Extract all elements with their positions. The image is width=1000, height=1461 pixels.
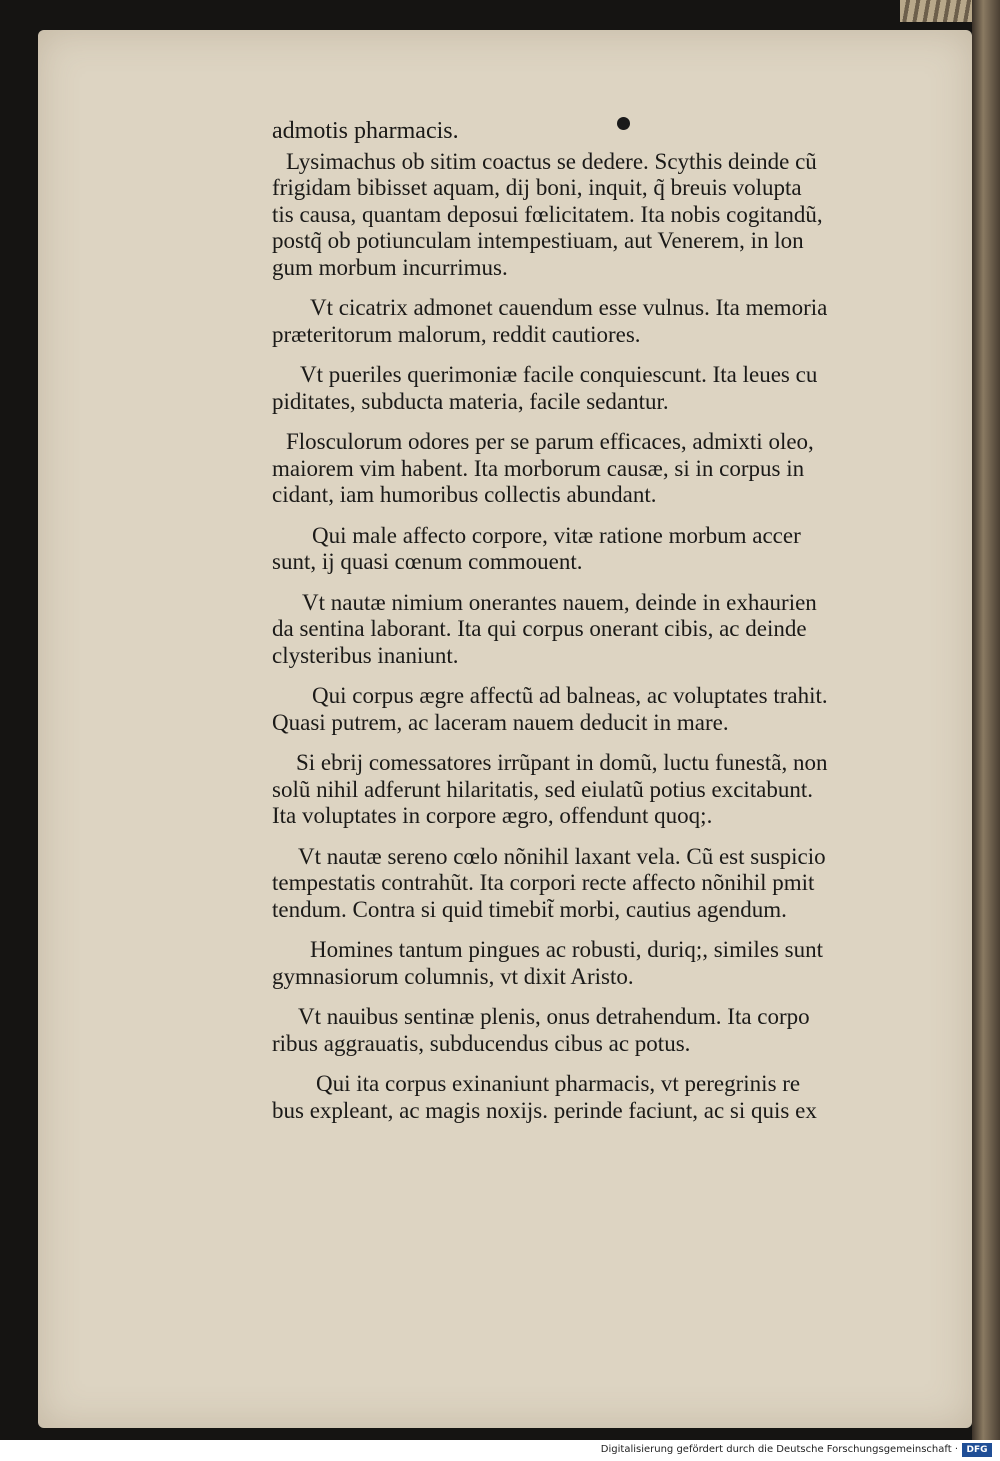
text-line: bus expleant, ac magis noxijs. perinde faciunt, ac si quis ex <box>272 1097 817 1123</box>
text-line: Homines tantum pingues ac robusti, duriq;, similes sunt <box>310 937 823 962</box>
dfg-logo-icon: DFG <box>962 1443 992 1457</box>
text-line: Qui corpus ægre affectũ ad balneas, ac voluptates trahit. <box>312 683 828 708</box>
paragraph <box>272 844 932 924</box>
page-text <box>272 118 932 1138</box>
text-line: Vt pueriles querimoniæ facile conquiescunt. Ita leues cu <box>300 362 818 387</box>
paragraph <box>272 683 932 736</box>
footer-bar <box>0 1440 1000 1461</box>
text-line: Lysimachus ob sitim coactus se dedere. Scythis deinde cũ <box>286 148 817 174</box>
text-line: Qui male affecto corpore, vitæ ratione morbum accer <box>312 522 801 548</box>
paragraph <box>272 1071 932 1124</box>
text-line: Si ebrij comessatores irrũpant in domũ, luctu funestã, non <box>296 750 828 775</box>
paragraph <box>272 1004 932 1057</box>
page-edge <box>972 0 1000 1440</box>
text-line: Quasi putrem, ac laceram nauem deducit in mare. <box>272 709 729 735</box>
text-line: gum morbum incurrimus. <box>272 254 508 280</box>
text-line: clysteribus inaniunt. <box>272 642 459 668</box>
paragraph <box>272 937 932 990</box>
funding-credit: Digitalisierung gefördert durch die Deutsche Forschungsgemeinschaft · <box>600 1444 958 1455</box>
text-line: frigidam bibisset aquam, dij boni, inquit, q̃ breuis volupta <box>272 175 802 200</box>
text-line: da sentina laborant. Ita qui corpus onerant cibis, ac deinde <box>272 616 807 641</box>
text-line: Flosculorum odores per se parum efficaces, admixti oleo, <box>286 429 814 454</box>
text-line: postq̃ ob potiunculam intempestiuam, aut Venerem, in lon <box>272 228 804 253</box>
text-line: Qui ita corpus exinaniunt pharmacis, vt peregrinis re <box>316 1071 801 1096</box>
text-line: piditates, subducta materia, facile sedantur. <box>272 388 669 414</box>
text-line: Vt nautæ nimium onerantes nauem, deinde in exhaurien <box>302 589 817 615</box>
text-line: Vt cicatrix admonet cauendum esse vulnus. Ita memoria <box>310 295 828 320</box>
text-line: gymnasiorum columnis, vt dixit Aristo. <box>272 963 634 989</box>
text-line: Vt nauibus sentinæ plenis, onus detrahendum. Ita corpo <box>298 1004 810 1029</box>
paragraph <box>272 362 932 415</box>
paragraph <box>272 429 932 509</box>
text-line: tendum. Contra si quid timebit̃ morbi, cautius agendum. <box>272 896 787 922</box>
text-line: Vt nautæ sereno cœlo nõnihil laxant vela. Cũ est suspicio <box>298 843 826 869</box>
text-line: solũ nihil adferunt hilaritatis, sed eiulatũ potius excitabunt. <box>272 776 814 802</box>
text-line: tis causa, quantam deposui fœlicitatem. Ita nobis cogitandũ, <box>272 201 823 227</box>
paragraph <box>272 295 932 348</box>
paragraph-list <box>272 149 932 1125</box>
paragraph <box>272 750 932 830</box>
text-line: maiorem vim habent. Ita morborum causæ, si in corpus in <box>272 455 805 481</box>
text-line: præteritorum malorum, reddit cautiores. <box>272 321 641 347</box>
text-line: tempestatis contrahũt. Ita corpori recte affecto nõnihil pmit <box>272 870 815 895</box>
text-line: ribus aggrauatis, subducendus cibus ac potus. <box>272 1030 691 1056</box>
paragraph <box>272 590 932 670</box>
text-line: cidant, iam humoribus collectis abundant. <box>272 482 657 507</box>
page-heading: admotis pharmacis. <box>272 118 459 144</box>
text-line: Ita voluptates in corpore ægro, offendunt quoq;. <box>272 803 713 828</box>
paragraph <box>272 523 932 576</box>
text-line: sunt, ij quasi cœnum commouent. <box>272 549 583 574</box>
paragraph <box>272 149 932 282</box>
